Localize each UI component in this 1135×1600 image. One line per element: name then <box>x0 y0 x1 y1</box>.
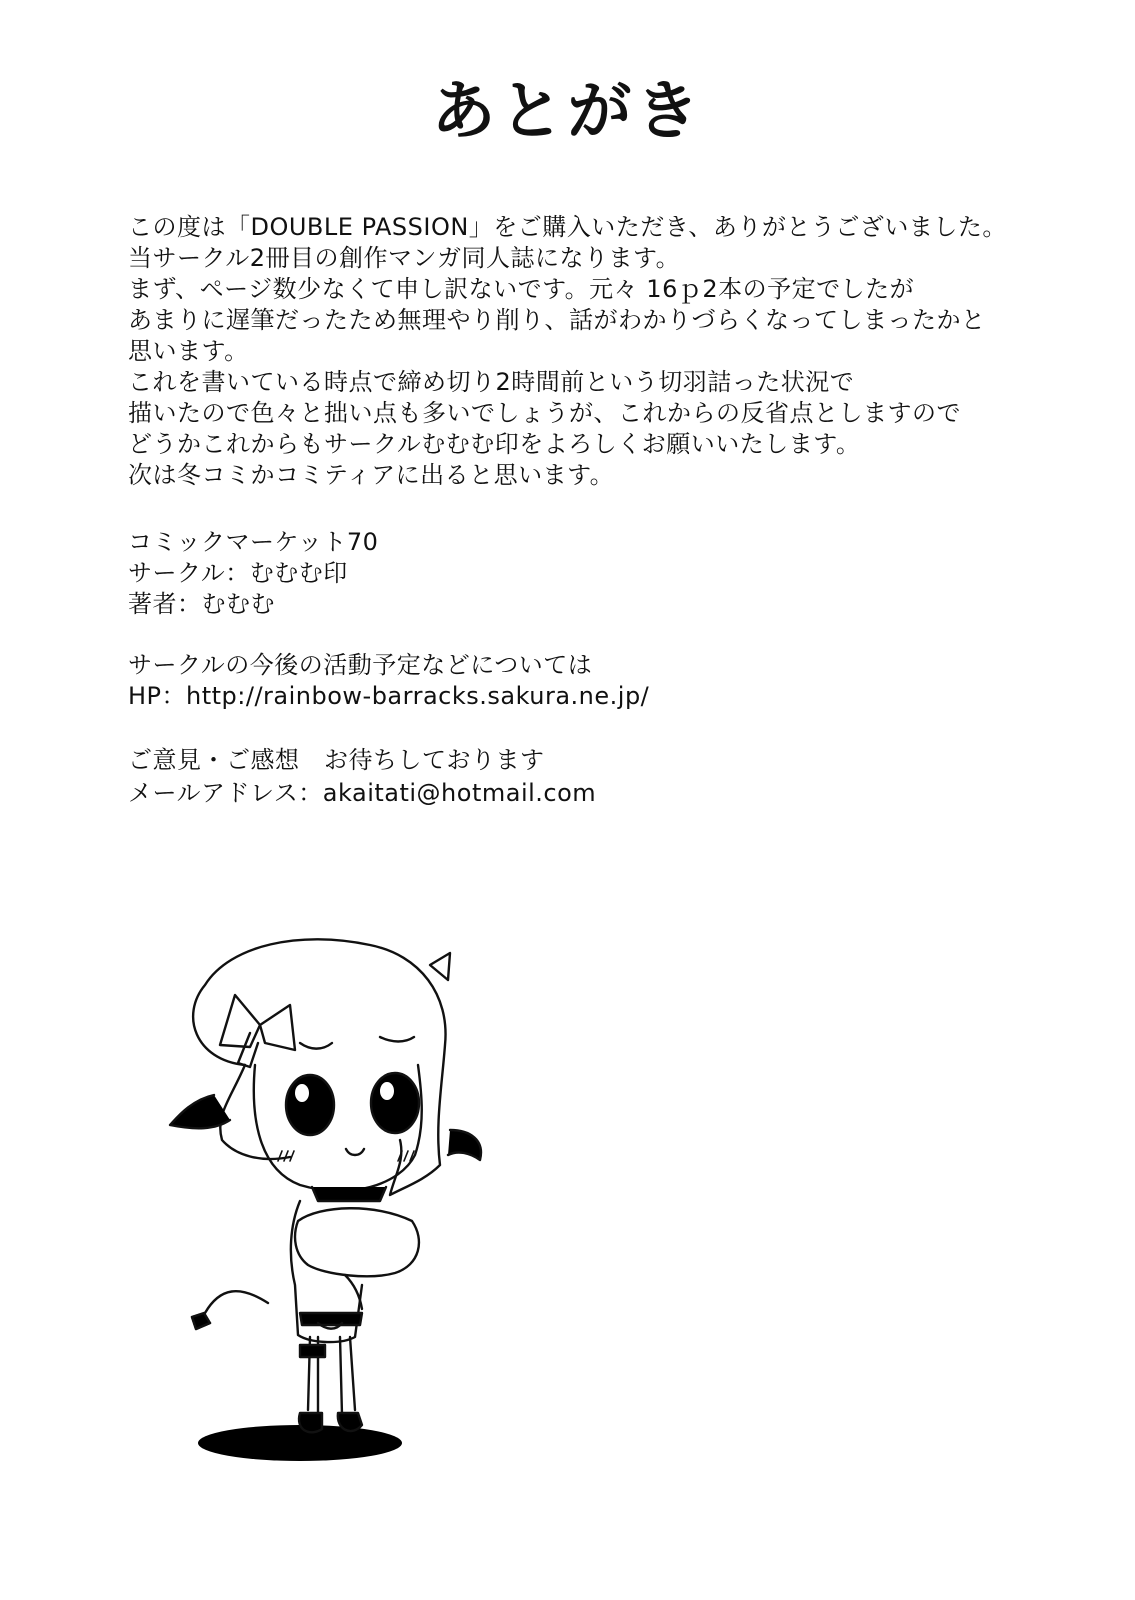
page-title: あとがき <box>431 75 704 149</box>
feedback-note: ご意見・ご感想 お待ちしております <box>128 746 545 774</box>
intro-line: まず、ページ数少なくて申し訳ないです。元々 16ｐ2本の予定でしたが <box>128 275 915 303</box>
intro-line: 当サークル2冊目の創作マンガ同人誌になります。 <box>128 244 681 272</box>
author-name: 著者：むむむ <box>128 590 275 618</box>
circle-name: サークル：むむむ印 <box>128 559 348 587</box>
contact-info <box>128 744 596 810</box>
homepage-url: HP：http://rainbow-barracks.sakura.ne.jp/ <box>128 682 650 710</box>
chibi-character-illustration <box>150 925 510 1505</box>
intro-line: 次は冬コミかコミティアに出ると思います。 <box>128 461 615 489</box>
intro-line: これを書いている時点で締め切り2時間前という切羽詰った状況で <box>128 368 855 396</box>
email-address: メールアドレス：akaitati@hotmail.com <box>128 779 597 807</box>
homepage-note: サークルの今後の活動予定などについては <box>128 651 593 679</box>
intro-paragraph <box>128 212 1007 491</box>
event-name: コミックマーケット70 <box>128 528 379 556</box>
intro-line: この度は「DOUBLE PASSION」をご購入いただき、ありがとうございました。 <box>128 213 1007 241</box>
intro-line: 描いたので色々と拙い点も多いでしょうが、これからの反省点としますので <box>128 399 961 427</box>
intro-line: どうかこれからもサークルむむむ印をよろしくお願いいたします。 <box>128 430 861 458</box>
homepage-info <box>128 650 649 712</box>
event-info <box>128 527 378 620</box>
intro-line: あまりに遅筆だったため無理やり削り、話がわかりづらくなってしまったかと <box>128 306 986 334</box>
intro-line: 思います。 <box>128 337 249 365</box>
